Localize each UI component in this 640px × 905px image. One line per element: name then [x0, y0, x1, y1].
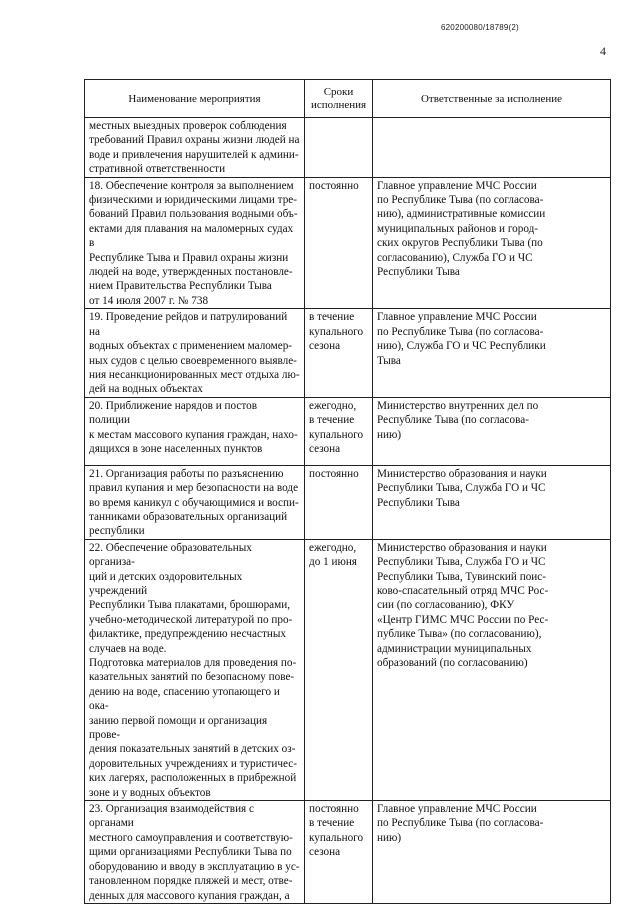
- column-header-activity: Наименование мероприятия: [85, 80, 305, 118]
- page-number: 4: [600, 44, 606, 58]
- responsible-cell: [373, 118, 611, 178]
- table-row: [85, 118, 611, 178]
- table-row: [85, 397, 611, 465]
- document-id: 620200080/18789(2): [441, 23, 519, 32]
- activity-cell: 20. Приближение нарядов и постов полиции к местам массового купания граждан, нахо- дящихся в зоне населенных пунктов: [85, 397, 305, 465]
- deadline-cell: ежегодно, в течение купального сезона: [305, 397, 373, 465]
- table-row: [85, 539, 611, 800]
- table-header-row: [85, 80, 611, 118]
- deadline-cell: ежегодно, до 1 июня: [305, 539, 373, 800]
- activity-cell: 18. Обеспечение контроля за выполнением физическими и юридическими лицами тре- бований Правил пользования водными объ- ектами для плавания на маломерных судах в Республике Тыва и Правил охраны жизни людей на воде, утвержденных постановле- нием Правительства Республики Тыва от 14 июля 2007 г. № 738: [85, 177, 305, 309]
- deadline-cell: постоянно: [305, 177, 373, 309]
- responsible-cell: Министерство образования и науки Республики Тыва, Служба ГО и ЧС Республики Тыва: [373, 465, 611, 539]
- column-header-responsible: Ответственные за исполнение: [373, 80, 611, 118]
- responsible-cell: Министерство внутренних дел по Республике Тыва (по согласова- нию): [373, 397, 611, 465]
- table-row: [85, 177, 611, 309]
- activity-cell: 21. Организация работы по разъяснению правил купания и мер безопасности на воде во время каникул с обучающимися и воспи- танниками образовательных организаций республики: [85, 465, 305, 539]
- deadline-cell: [305, 118, 373, 178]
- responsible-cell: Главное управление МЧС России по Республике Тыва (по согласова- нию), Служба ГО и ЧС Республики Тыва: [373, 309, 611, 397]
- deadline-cell: постоянно в течение купального сезона: [305, 801, 373, 904]
- responsible-cell: Министерство образования и науки Республики Тыва, Служба ГО и ЧС Республики Тыва, Тувинский поис- ково-спасательный отряд МЧС Рос- сии (по согласованию), ФКУ «Центр ГИМС МЧС России по Рес- публике Тыва» (по согласованию), администрации муниципальных образований (по согласованию): [373, 539, 611, 800]
- activity-cell: 22. Обеспечение образовательных организа- ций и детских оздоровительных учреждений Республики Тыва плакатами, брошюрами, учебно-методической литературой по про- филактике, предупреждению несчастных случаев на воде. Подготовка материалов для проведения по- казательных занятий по безопасному пове- дению на воде, спасению утопающего и ока- занию первой помощи и организация прове- дения показательных занятий в детских оз- доровительных учреждениях и туристичес- ких лагерях, расположенных в прибрежной зоне и у водных объектов: [85, 539, 305, 800]
- measures-table: [84, 79, 611, 904]
- deadline-cell: постоянно: [305, 465, 373, 539]
- table-row: [85, 801, 611, 904]
- activity-cell: 23. Организация взаимодействия с органами местного самоуправления и соответствую- щими организациями Республики Тыва по оборудованию и вводу в эксплуатацию в ус- тановленном порядке пляжей и мест, отве- денных для массового купания граждан, а: [85, 801, 305, 904]
- table-row: [85, 309, 611, 397]
- column-header-deadline: Сроки исполнения: [305, 80, 373, 118]
- activity-cell: 19. Проведение рейдов и патрулирований на водных объектах с применением маломер- ных судов с целью своевременного выявле- ния несанкционированных мест отдыха лю- дей на водных объектах: [85, 309, 305, 397]
- deadline-cell: в течение купального сезона: [305, 309, 373, 397]
- activity-cell: местных выездных проверок соблюдения требований Правил охраны жизни людей на воде и привлечения нарушителей к админи- стративной ответственности: [85, 118, 305, 178]
- responsible-cell: Главное управление МЧС России по Республике Тыва (по согласова- нию), административные комиссии муниципальных районов и город- ских округов Республики Тыва (по согласованию), Служба ГО и ЧС Республики Тыва: [373, 177, 611, 309]
- table-row: [85, 465, 611, 539]
- responsible-cell: Главное управление МЧС России по Республике Тыва (по согласова- нию): [373, 801, 611, 904]
